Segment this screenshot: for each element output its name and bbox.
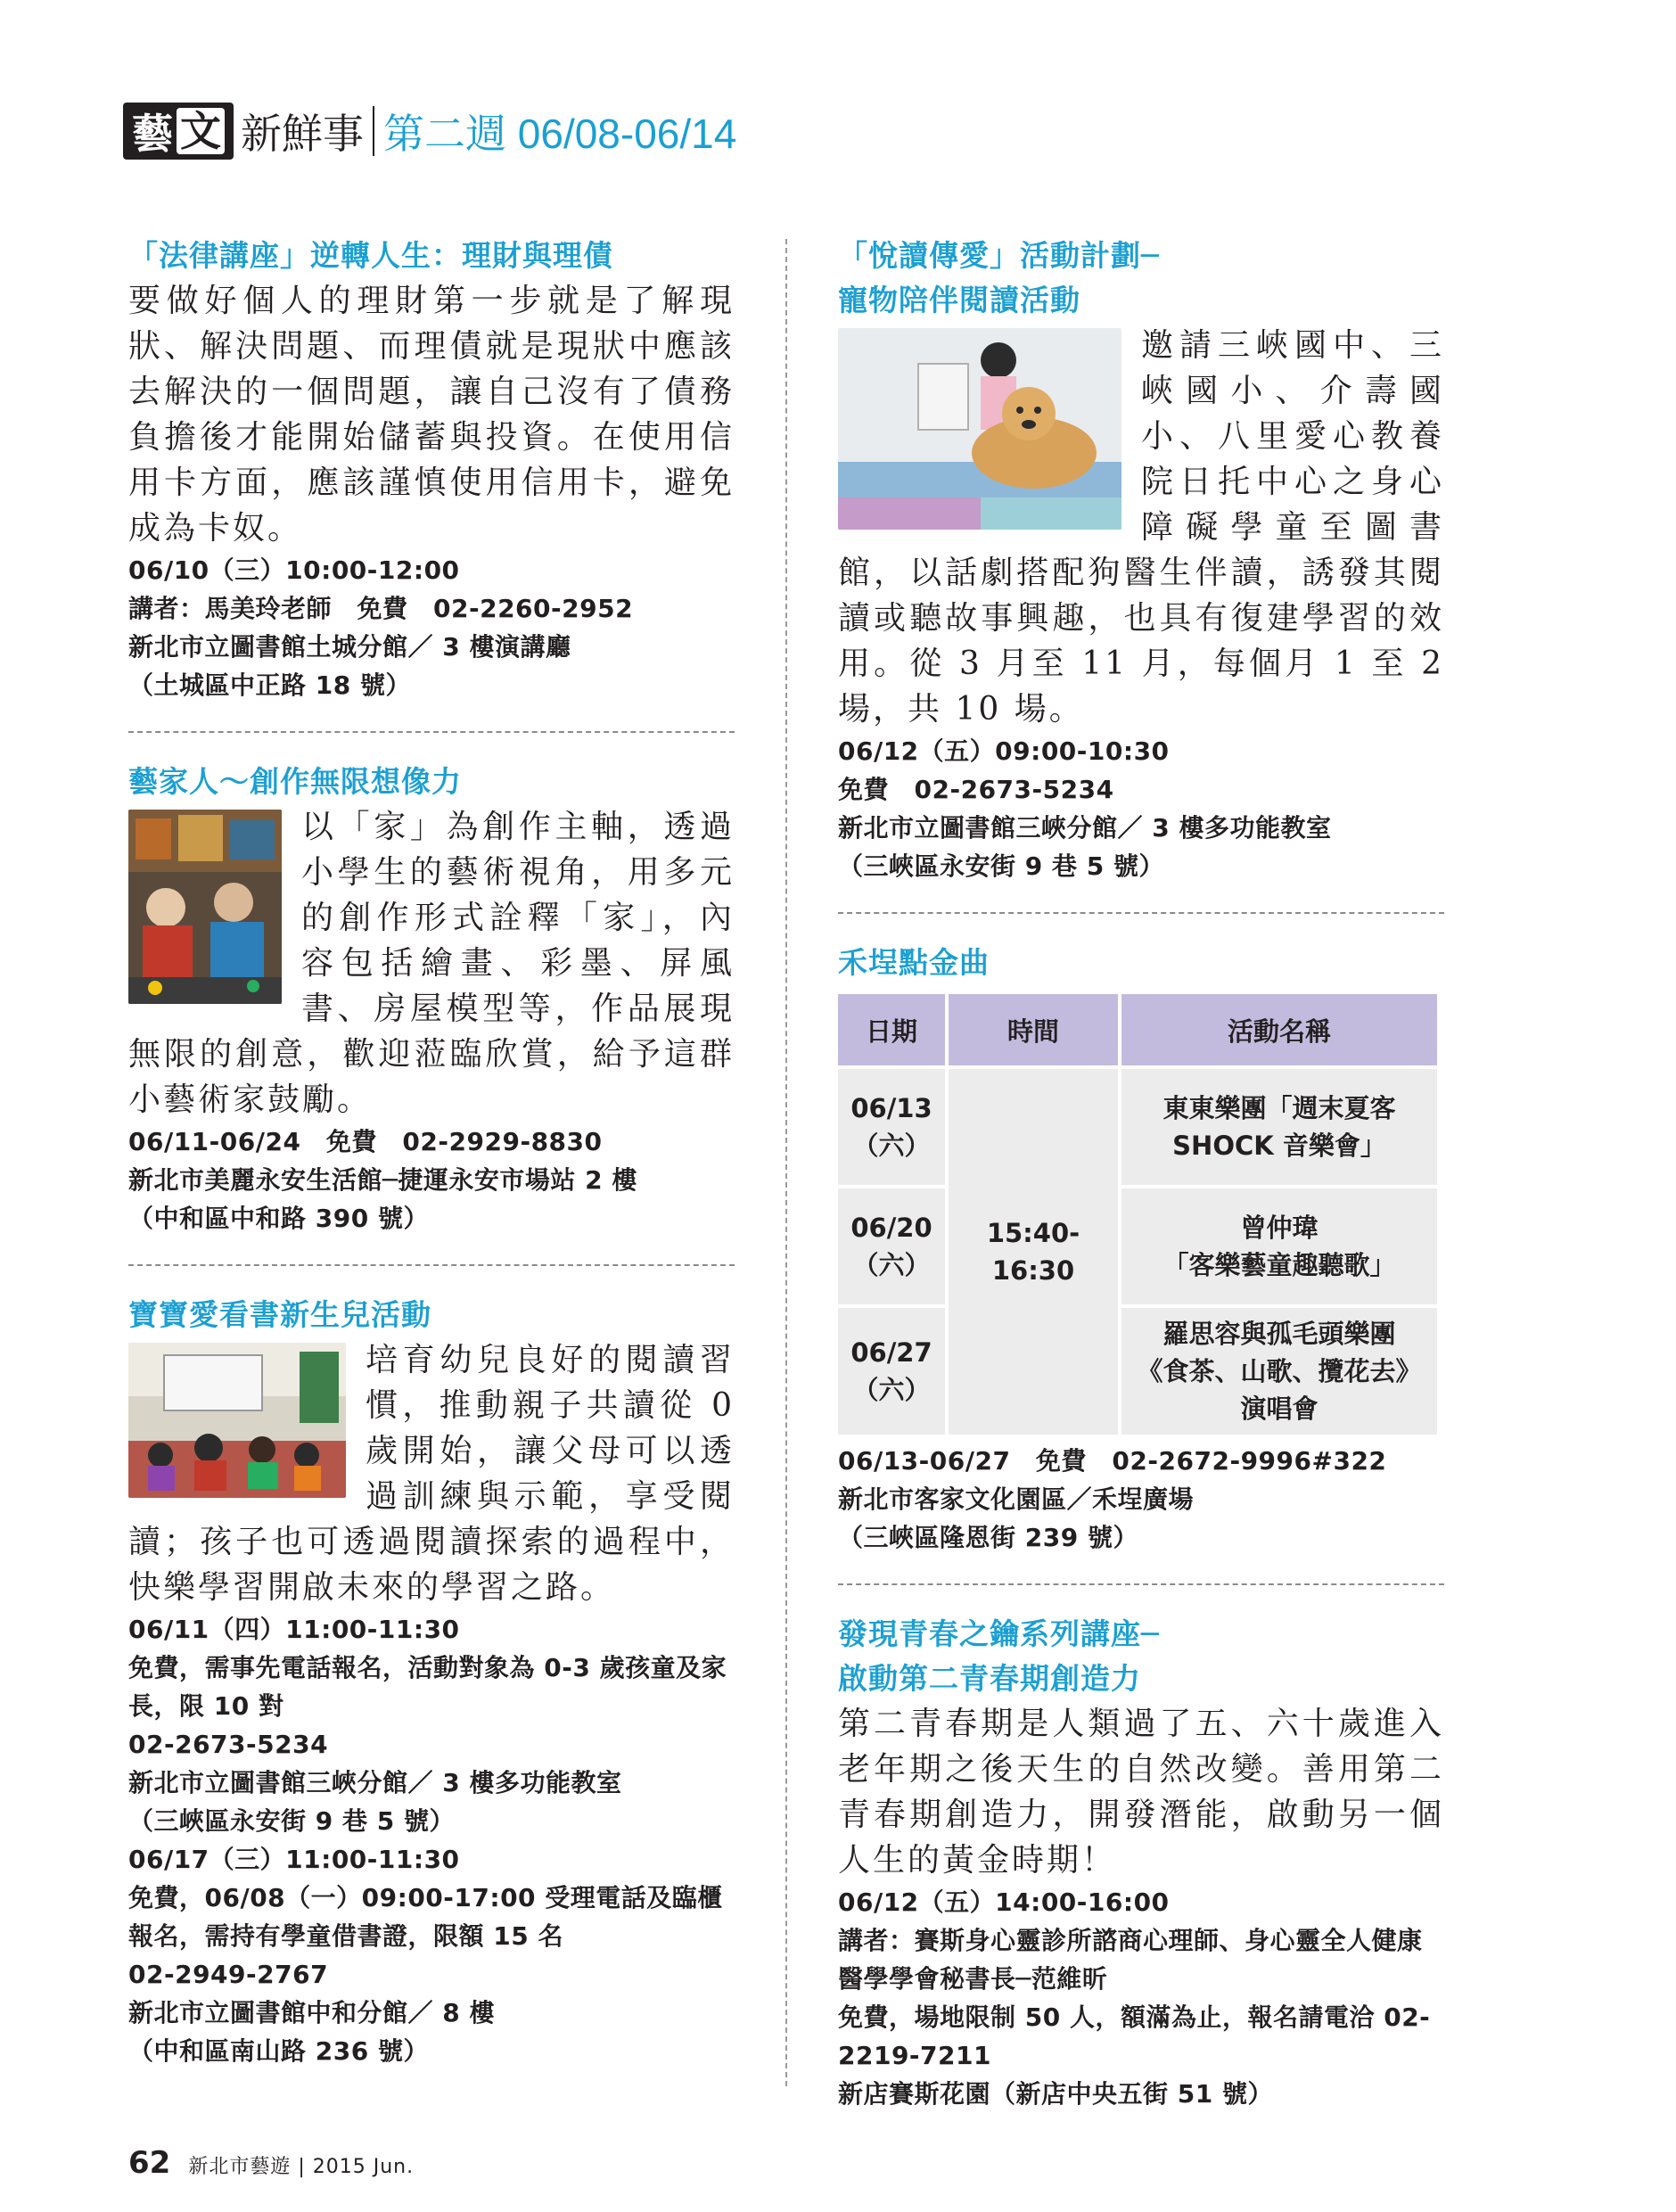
activity-text: 演唱會 [1240, 1394, 1319, 1424]
activity-text: 東東樂團「週末夏客 [1163, 1093, 1396, 1123]
event-date: 06/17（三）11:00-11:30 [128, 1845, 460, 1874]
table-header-time: 時間 [949, 994, 1118, 1065]
event-art-family [128, 760, 735, 1238]
event-address: （三峽區隆恩街 239 號） [838, 1523, 1138, 1552]
schedule-table [834, 991, 1441, 1438]
table-row [838, 1308, 1437, 1435]
event-venue: 新北市客家文化園區／禾埕廣場 [838, 1484, 1195, 1514]
event-date: 06/11-06/24 免費 02-2929-8830 [128, 1127, 603, 1156]
event-phone: 02-2673-5234 [128, 1730, 329, 1759]
section-tag [123, 103, 234, 160]
table-row [838, 1069, 1437, 1185]
event-date: 06/12（五）14:00-16:00 [838, 1887, 1170, 1917]
event-phone: 免費 02-2673-5234 [838, 775, 1114, 804]
section-title: 新鮮事 [241, 110, 364, 158]
left-column [128, 234, 735, 2070]
event-youth-lecture [838, 1612, 1444, 2113]
event-venue: 新北市立圖書館中和分館／ 8 樓 [128, 1998, 495, 2027]
event-speaker: 講者：賽斯身心靈診所諮商心理師、身心靈全人健康醫學學會秘書長─范維昕 [838, 1926, 1423, 1994]
event-registration: 免費，場地限制 50 人，額滿為止，報名請電洽 02-2219-7211 [838, 2002, 1431, 2070]
event-venue: 新北市立圖書館三峽分館／ 3 樓多功能教室 [838, 813, 1332, 843]
event-baby-reading [128, 1293, 735, 2070]
table-row [838, 1188, 1437, 1304]
event-date: 06/12（五）09:00-10:30 [838, 736, 1170, 766]
event-title: 「法律講座」逆轉人生：理財與理債 [128, 238, 613, 273]
event-registration: 免費，需事先電話報名，活動對象為 0-3 歲孩童及家長，限 10 對 [128, 1653, 727, 1721]
event-venue: 新店賽斯花園（新店中央五街 51 號） [838, 2079, 1273, 2109]
page-footer [128, 2145, 414, 2181]
week-label: 第二週 06/08-06/14 [383, 111, 737, 157]
event-venue: 新北市立圖書館土城分館／ 3 樓演講廳 [128, 632, 571, 662]
event-info [838, 1883, 1444, 2113]
event-info [838, 732, 1444, 885]
header-divider [373, 106, 374, 156]
activity-text: SHOCK 音樂會」 [1172, 1131, 1386, 1161]
page-header [123, 100, 736, 162]
section-divider [838, 1583, 1444, 1585]
section-tag-char-1: 藝 [132, 110, 173, 158]
table-header-activity: 活動名稱 [1121, 994, 1437, 1065]
section-divider [838, 912, 1444, 914]
event-date: 06/11（四）11:00-11:30 [128, 1615, 460, 1644]
event-info [128, 1610, 735, 2070]
magazine-issue: 新北市藝遊 | 2015 Jun. [188, 2156, 415, 2178]
event-description: 以「家」為創作主軸，透過小學生的藝術視角，用多元的創作形式詮釋「家」，內容包括繪畫、彩墨、屏風書、房屋模型等，作品展現無限的創意，歡迎蒞臨欣賞，給予這群小藝術家鼓勵。 [128, 809, 735, 1118]
dog-reading-photo [838, 328, 1121, 530]
event-title: 寶寶愛看書新生兒活動 [128, 1297, 431, 1332]
event-title-line-2: 寵物陪伴閱讀活動 [838, 283, 1080, 317]
weekday-text: （六） [852, 1375, 931, 1405]
event-description: 培育幼兒良好的閱讀習慣，推動親子共讀從 0 歲開始，讓父母可以透過訓練與示範，享受閱讀；孩子也可透過閱讀探索的過程中，快樂學習開啟未來的學習之路。 [128, 1342, 735, 1606]
event-address: （中和區中和路 390 號） [128, 1204, 429, 1233]
section-tag-char-2: 文 [177, 108, 225, 154]
event-registration: 免費，06/08（一）09:00-17:00 受理電話及臨櫃報名，需持有學童借書證，限額 15 名 [128, 1883, 723, 1951]
event-address: （三峽區永安街 9 巷 5 號） [128, 1806, 455, 1836]
event-law-lecture [128, 234, 735, 704]
event-title: 藝家人～創作無限想像力 [128, 764, 462, 799]
table-header-date: 日期 [838, 994, 945, 1065]
table-cell-activity [1121, 1188, 1437, 1304]
table-cell-activity [1121, 1069, 1437, 1185]
table-cell-date [838, 1188, 945, 1304]
event-title: 禾埕點金曲 [838, 945, 990, 980]
event-phone: 02-2949-2767 [128, 1960, 329, 1989]
date-text: 06/27 [850, 1337, 932, 1368]
event-date: 06/10（三）10:00-12:00 [128, 555, 460, 585]
event-info [128, 1122, 735, 1238]
event-info [128, 551, 735, 704]
event-address: （三峽區永安街 9 巷 5 號） [838, 851, 1164, 881]
right-column [838, 234, 1444, 2113]
event-pet-reading [838, 234, 1444, 885]
activity-text: 《食茶、山歌、攬花去》 [1137, 1356, 1422, 1386]
table-cell-date [838, 1069, 945, 1185]
table-cell-date [838, 1308, 945, 1435]
table-cell-time: 15:40-16:30 [949, 1069, 1118, 1435]
event-title-line-1: 「悅讀傳愛」活動計劃─ [838, 238, 1160, 273]
activity-text: 羅思容與孤毛頭樂團 [1163, 1319, 1396, 1349]
event-date: 06/13-06/27 免費 02-2672-9996#322 [838, 1446, 1387, 1476]
event-description: 邀請三峽國中、三峽國小、介壽國小、八里愛心教養院日托中心之身心障礙學童至圖書館，以話劇搭配狗醫生伴讀，誘發其閱讀或聽故事興趣，也具有復建學習的效用。從 3 月至 11 月，每個月 1 至 2 場，共 10 場。 [838, 327, 1444, 728]
section-divider [128, 731, 735, 733]
event-address: （中和區南山路 236 號） [128, 2036, 429, 2066]
date-text: 06/13 [850, 1093, 932, 1123]
event-info [838, 1442, 1444, 1557]
event-address: （土城區中正路 18 號） [128, 670, 411, 700]
event-golden-songs [838, 941, 1444, 1557]
event-venue: 新北市美麗永安生活館─捷運永安市場站 2 樓 [128, 1165, 637, 1195]
table-cell-activity [1121, 1308, 1437, 1435]
children-artwork-photo [128, 810, 282, 1004]
date-text: 06/20 [850, 1213, 932, 1243]
page-number: 62 [128, 2145, 171, 2181]
weekday-text: （六） [852, 1250, 931, 1280]
weekday-text: （六） [852, 1131, 931, 1161]
activity-text: 「客樂藝童趣聽歌」 [1163, 1250, 1396, 1280]
section-divider [128, 1264, 735, 1266]
event-venue: 新北市立圖書館三峽分館／ 3 樓多功能教室 [128, 1768, 622, 1797]
event-speaker: 講者：馬美玲老師 免費 02-2260-2952 [128, 594, 634, 623]
event-title-line-1: 發現青春之鑰系列講座─ [838, 1616, 1160, 1651]
activity-text: 曾仲瑋 [1240, 1213, 1319, 1243]
event-description: 第二青春期是人類過了五、六十歲進入老年期之後天生的自然改變。善用第二青春期創造力，開發潛能，啟動另一個人生的黃金時期！ [838, 1706, 1444, 1879]
event-description: 要做好個人的理財第一步就是了解現狀、解決問題、而理債就是現狀中應該去解決的一個問題，讓自己沒有了債務負擔後才能開始儲蓄與投資。在使用信用卡方面，應該謹慎使用信用卡，避免成為卡奴。 [128, 283, 735, 547]
event-title-line-2: 啟動第二青春期創造力 [838, 1661, 1141, 1696]
column-divider [785, 239, 787, 2086]
parent-child-reading-photo [128, 1343, 346, 1498]
